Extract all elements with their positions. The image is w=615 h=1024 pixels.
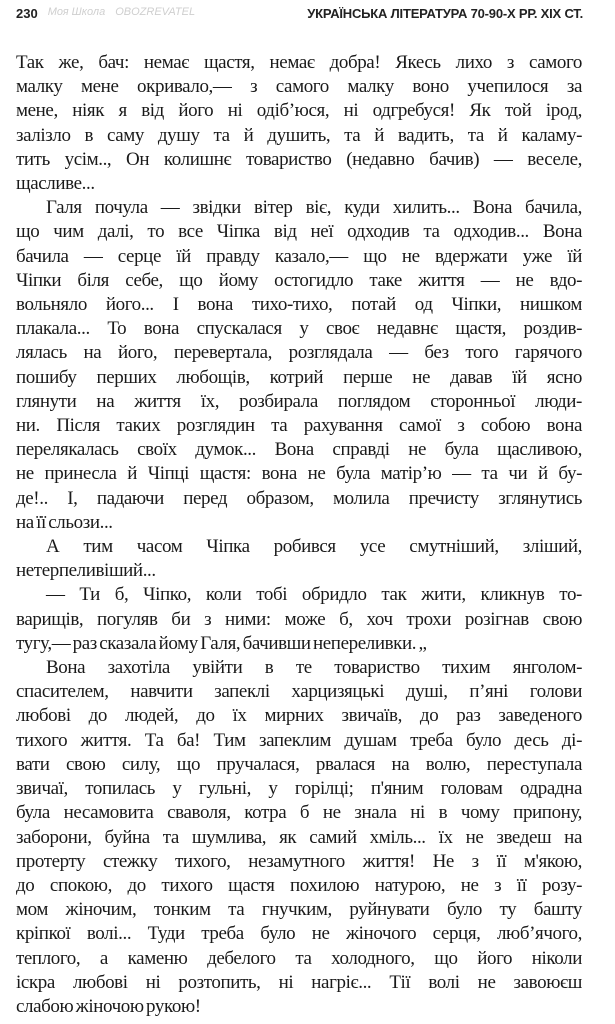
text-line: Вона захотіла увійти в те товариство тихим янголом- xyxy=(46,657,582,679)
text-line: ни. Після таких розглядин та рахування самої з собою вона xyxy=(16,415,582,437)
text-line: бачила — серце їй правду казало,— що не вдержати уже їй xyxy=(16,245,582,267)
text-line: теплого, а каменю дебелого та холодного, що його ніколи xyxy=(16,947,582,969)
text-line: Так же, бач: немає щастя, немає добра! Якесь лихо з самого xyxy=(16,52,582,73)
text-line: мене, ніяк я від його ні одіб’юся, ні одгребуся! Як той ірод, xyxy=(16,100,582,122)
text-line: щасливе... xyxy=(16,173,95,195)
paragraph xyxy=(16,535,582,583)
paragraph xyxy=(16,656,582,1019)
text-line: перелякалась своїх думок... Вона справді не була щасливою, xyxy=(16,439,582,461)
text-line: до спокою, до тихого щастя похилою натурою, не з її розу- xyxy=(16,874,582,896)
watermark-group xyxy=(48,6,195,18)
text-line: плакала... То вона спускалася у своє недавнє щастя, роздив- xyxy=(16,318,582,340)
text-line: любові до людей, до їх мирних звичаїв, до раз заведеного xyxy=(16,705,582,727)
paragraph xyxy=(16,51,582,196)
text-line: лялась на його, перевертала, розглядала — без того гарячого xyxy=(16,342,582,364)
page-header xyxy=(16,6,583,28)
text-line: варищів, погуляв би з ними: може б, хоч трохи розігнав свою xyxy=(16,608,582,630)
text-line: — Ти б, Чіпко, коли тобі обридло так жити, кликнув то- xyxy=(46,584,582,606)
page-body-text xyxy=(16,51,582,1019)
text-line: малку мене окривало,— з самого малку воно учепилося за xyxy=(16,76,582,98)
text-line: була несамовита сваволя, котра б не знала ні в чому припону, xyxy=(16,802,582,824)
paragraph xyxy=(16,196,582,535)
text-line: нетерпеливіший... xyxy=(16,560,156,582)
text-line: пошибу перших любощів, котрий перше не давав їй ясно xyxy=(16,366,582,388)
text-line: звичаї, топилась у гульні, у горілці; п'яним головам одрадна xyxy=(16,778,582,800)
watermark: OBOZREVATEL xyxy=(115,6,196,18)
text-line: Галя почула — звідки вітер віє, куди хилить... Вона бачила, xyxy=(46,197,582,219)
text-line: кріпкої волі... Туди треба було не жіночого серця, люб’ячого, xyxy=(16,923,582,945)
text-line: Чіпки біля себе, що йому остогидло таке життя — не вдо- xyxy=(16,269,582,291)
text-line: слабою жіночою рукою! xyxy=(16,995,201,1017)
text-line: на її сльози... xyxy=(16,511,113,533)
text-line: тить усім.., Он колишнє товариство (недавно бачив) — веселе, xyxy=(16,148,582,170)
text-line: А тим часом Чіпка робився усе смутніший, зліший, xyxy=(46,536,582,558)
text-line: глянути на життя їх, розбирала поглядом сторонньої люди- xyxy=(16,390,582,412)
text-line: вольняло його... І вона тихо-тихо, потай од Чіпки, нишком xyxy=(16,294,582,316)
text-line: вати свою силу, що пручалася, рвалася на волю, переступала xyxy=(16,753,582,775)
text-line: спасителем, навчити запеклі харцизяцькі душі, п’яні голови xyxy=(16,681,582,703)
text-line: тихого життя. Та ба! Тим запеклим душам треба було десь ді- xyxy=(16,729,582,751)
text-line: мом жіночим, тонким та гнучким, руйнувати було ту башту xyxy=(16,899,582,921)
paragraph xyxy=(16,583,582,656)
text-line: де!.. І, падаючи перед образом, молила пречисту зглянутись xyxy=(16,487,582,509)
text-line: тугу,— раз сказала йому Галя, бачивши непереливки. „ xyxy=(16,632,427,654)
text-line: не принесла й Чіпці щастя: вона не була матір’ю — та чи й бу- xyxy=(16,463,582,485)
text-line: що чим далі, то все Чіпка від неї одходив та одходив... Вона xyxy=(16,221,582,243)
text-line: протерту стежку тихого, незамутного життя! Не з її м'якою, xyxy=(16,850,582,872)
text-line: іскра любові ні розтопить, ні нагріє... Тії волі не завоюєш xyxy=(16,971,582,993)
running-title: УКРАЇНСЬКА ЛІТЕРАТУРА 70-90-Х РР. XIX СТ. xyxy=(307,6,583,21)
page-number: 230 xyxy=(16,6,38,21)
text-line: заборони, буйна та шумлива, як самий хміль... їх не зведеш на xyxy=(16,826,582,848)
text-line: залізло в саму душу та й душить, та й вадить, та й каламу- xyxy=(16,124,582,146)
watermark: Моя Школа xyxy=(47,6,106,18)
